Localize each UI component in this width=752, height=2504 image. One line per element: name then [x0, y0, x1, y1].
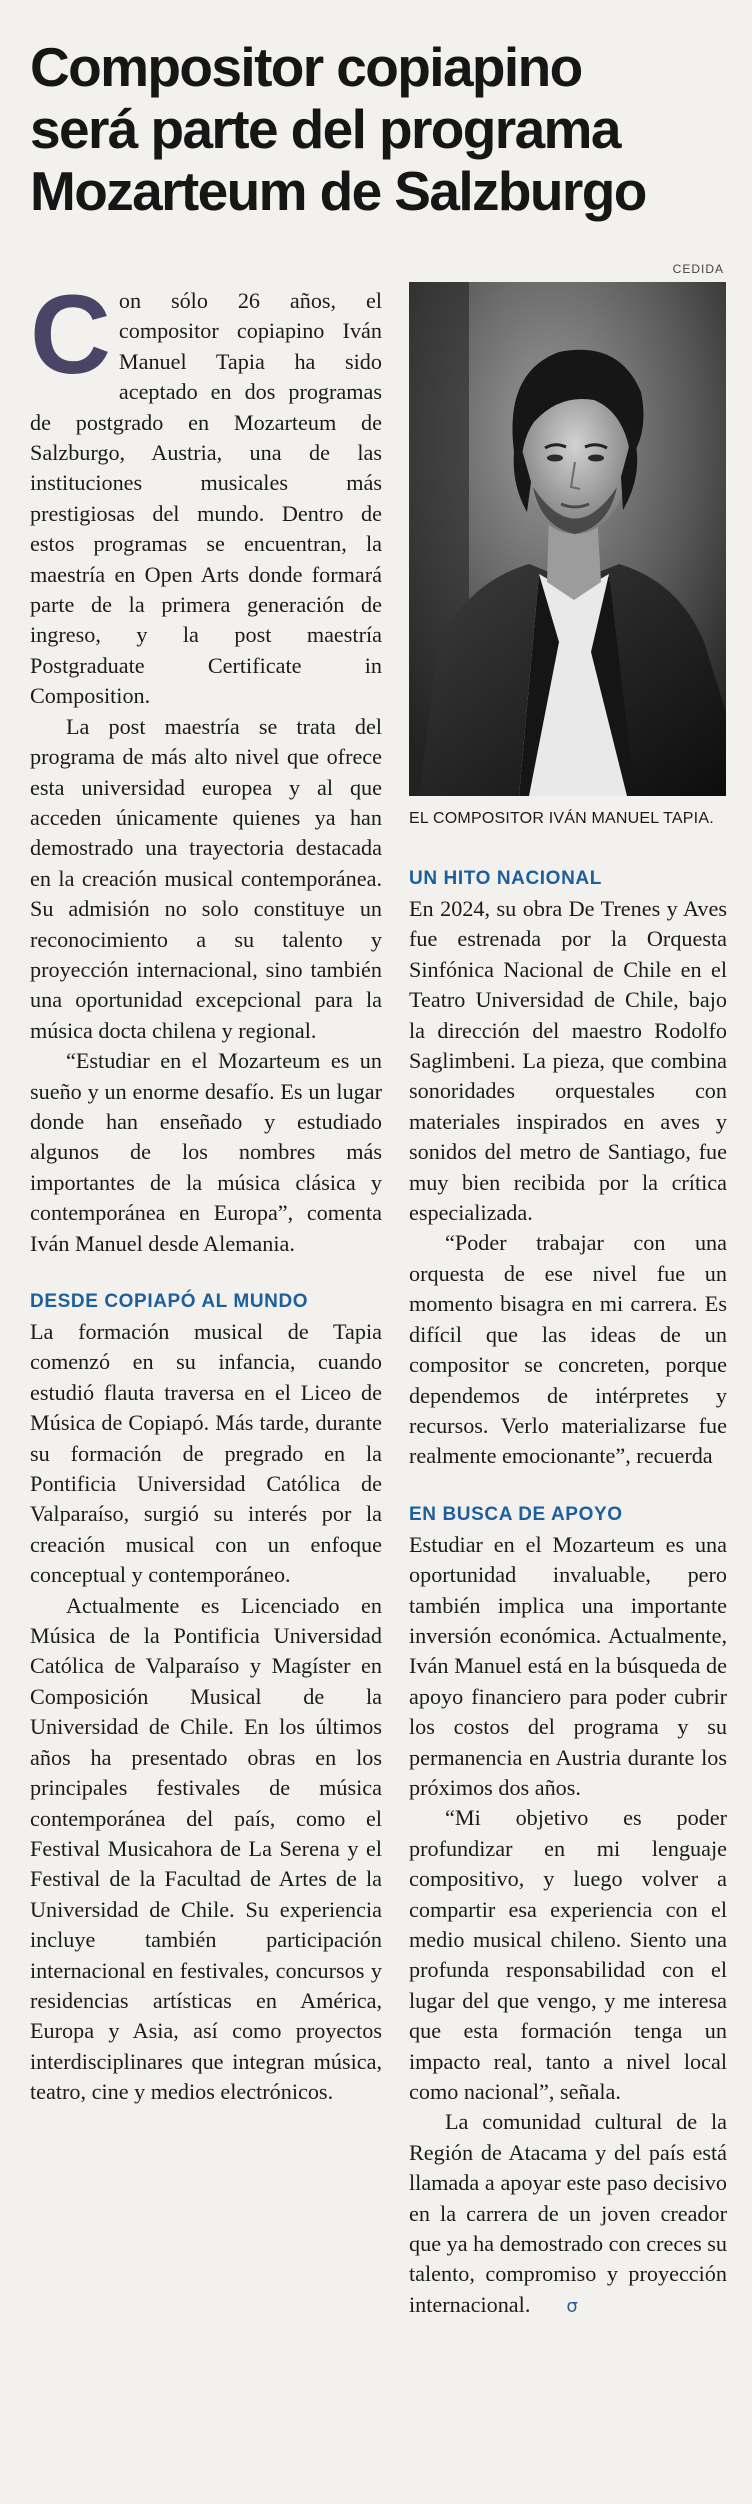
photo-credit: CEDIDA — [672, 262, 724, 276]
section-heading: UN HITO NACIONAL — [409, 868, 602, 889]
paragraph: La formación musical de Tapia comenzó en su infancia, cuando estudió flauta traversa en el Liceo de Música de Copiapó. Más tarde, durante su formación de pregrado en la Pontificia Universidad Católica de Valparaíso, surgió su interés por la creación musical con un enfoque conceptual y contemporáneo. — [30, 1319, 382, 1588]
intro-paragraph — [30, 272, 382, 712]
intro-text: on sólo 26 años, el compositor copiapino Iván Manuel Tapia ha sido aceptado en dos programas de postgrado en Mozarteum de Salzburgo, Austria, una de las instituciones musicales más prestigiosas del mundo. Dentro de estos programas se encuentran, la maestría en Open Arts donde formará parte de la primera generación de ingreso, y la post maestría Postgraduate Certificate in Composition. — [30, 288, 382, 709]
paragraph: Actualmente es Licenciado en Música de la Pontificia Universidad Católica de Valparaíso y Magíster en Composición Musical de la Universidad de Chile. En los últimos años ha presentado obras en los principales festivales de música contemporánea del país, como el Festival Musicahora de La Serena y el Festival de la Facultad de Artes de la Universidad de Chile. Su experiencia incluye también participación internacional en festivales, concursos y residencias artísticas en América, Europa y Asia, así como proyectos interdisciplinares que integran música, teatro, cine y medios electrónicos. — [30, 1592, 382, 2105]
photo-caption: EL COMPOSITOR IVÁN MANUEL TAPIA. — [409, 810, 714, 827]
closing-paragraph — [409, 2107, 727, 2322]
quote-paragraph: “Mi objetivo es poder profundizar en mi lenguaje compositivo, y luego volver a compartir esa experiencia con el medio musical chileno. Siento una profunda responsabilidad con el lugar del que vengo, y me interesa que esta formación tenga un impacto real, tanto a nivel local como nacional”, señala. — [409, 1805, 727, 2105]
composer-photo — [409, 282, 726, 796]
headline-line-3: Mozarteum de Salzburgo — [30, 160, 646, 222]
section-heading: DESDE COPIAPÓ AL MUNDO — [30, 1291, 309, 1312]
paragraph: En 2024, su obra De Trenes y Aves fue estrenada por la Orquesta Sinfónica Nacional de Chile en el Teatro Universidad de Chile, bajo la dirección del maestro Rodolfo Saglimbeni. La pieza, que combina sonoridades orquestales con materiales inspirados en aves y sonidos del metro de Santiago, fue muy bien recibida por la crítica especializada. — [409, 896, 727, 1226]
headline-line-2: será parte del programa — [30, 98, 620, 160]
left-column — [30, 272, 382, 2108]
quote-paragraph: “Poder trabajar con una orquesta de ese nivel fue un momento bisagra en mi carrera. Es difícil que las ideas de un compositor se concreten, porque dependemos de intérpretes y recursos. Verlo materializarse fue realmente emocionante”, recuerda — [409, 1230, 727, 1469]
headline — [30, 36, 730, 222]
paragraph: La post maestría se trata del programa de más alto nivel que ofrece esta universidad europea y al que acceden únicamente quienes ya han demostrado una trayectoria destacada en la creación musical contemporánea. Su admisión no solo constituye un reconocimiento a su talento y proyección internacional, sino también una oportunidad excepcional para la música docta chilena y regional. — [30, 713, 382, 1043]
closing-text: La comunidad cultural de la Región de Atacama y del país está llamada a apoyar este paso decisivo en la carrera de un joven creador que ya ha demostrado con creces su talento, compromiso y proyección internacional. — [409, 2109, 727, 2317]
section-heading: EN BUSCA DE APOYO — [409, 1503, 623, 1525]
headline-line-1: Compositor copiapino — [30, 36, 582, 98]
end-of-article-icon: σ — [566, 2295, 578, 2317]
paragraph: Estudiar en el Mozarteum es una oportunidad invaluable, pero también implica una importante inversión económica. Actualmente, Iván Manuel está en la búsqueda de apoyo financiero para poder cubrir los costos del programa y su permanencia en Austria durante los próximos dos años. — [409, 1531, 727, 1800]
drop-cap: C — [30, 272, 111, 397]
right-column — [409, 866, 727, 2322]
quote-paragraph: “Estudiar en el Mozarteum es un sueño y un enorme desafío. Es un lugar donde han enseñado y estudiado algunos de los nombres más importantes de la música clásica y contemporánea en Europa”, comenta Iván Manuel desde Alemania. — [30, 1048, 382, 1256]
